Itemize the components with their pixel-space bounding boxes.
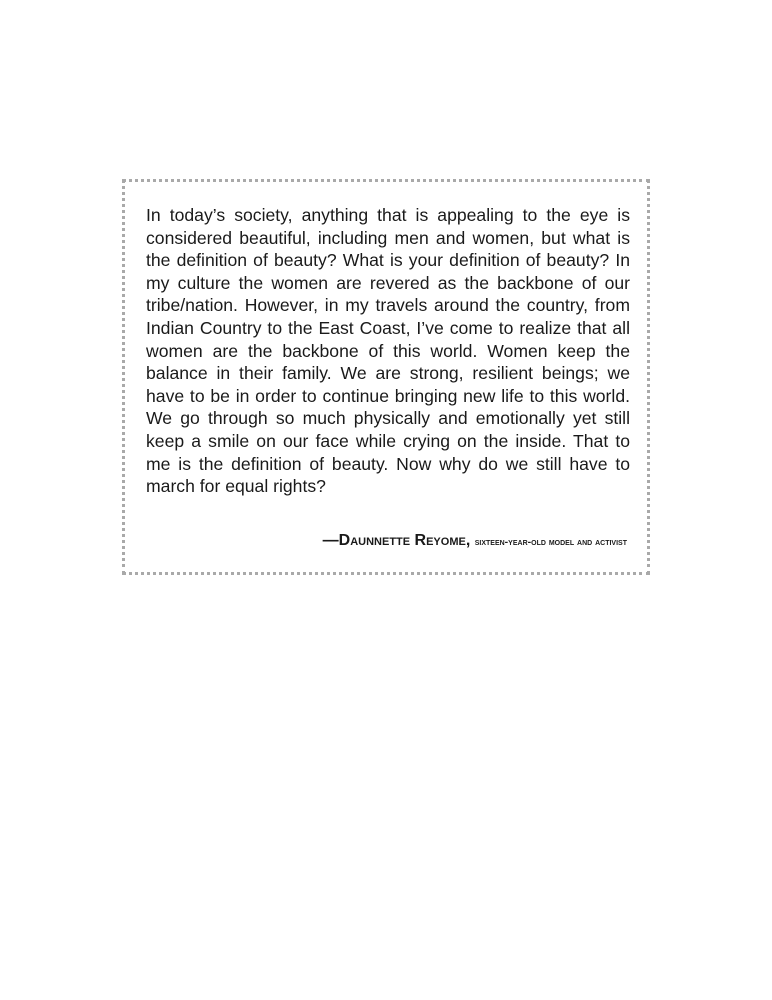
quote-box xyxy=(122,179,650,575)
attribution-name: —Daunnette Reyome, xyxy=(322,532,471,549)
attribution-description: sixteen-year-old model and activist xyxy=(474,536,627,548)
quote-text: In today’s society, anything that is appealing to the eye is considered beautiful, including men and women, but what is the definition of beauty? What is your definition of beauty? In my culture the women are revered as the backbone of our tribe/nation. However, in my travels around the country, from Indian Country to the East Coast, I’ve come to realize that all women are the backbone of this world. Women keep the balance in their family. We are strong, resilient beings; we have to be in order to continue bringing new life to this world. We go through so much physically and emotionally yet still keep a smile on our face while crying on the inside. That to me is the definition of beauty. Now why do we still have to march for equal rights? xyxy=(146,205,630,497)
quote-attribution xyxy=(323,531,627,552)
